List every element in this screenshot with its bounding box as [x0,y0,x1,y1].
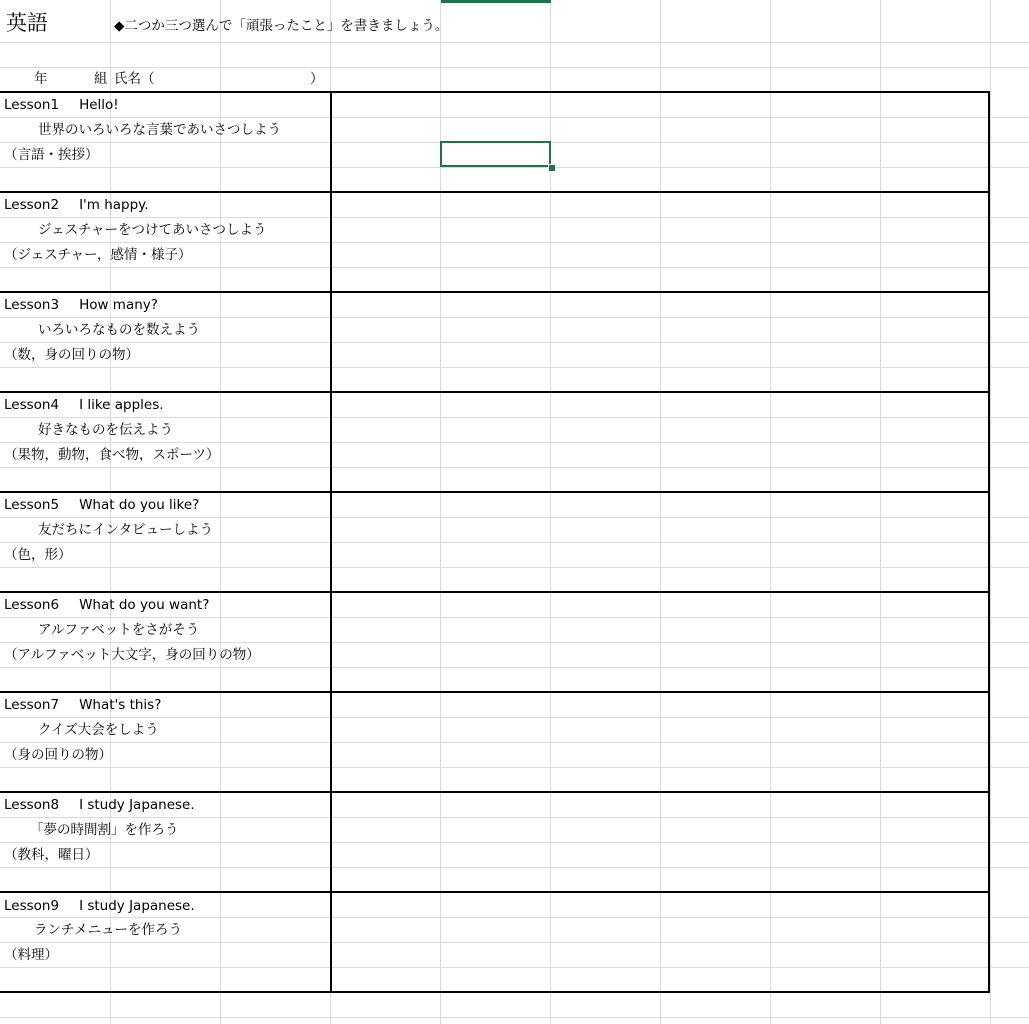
lesson-topics: （数，身の回りの物） [4,347,139,363]
instruction-text: ◆二つか三つ選んで「頑張ったこと」を書きましょう。 [114,18,449,34]
lesson-block-divider [0,591,990,593]
subject-title: 英語 [6,11,48,35]
lesson-table-column-divider [330,91,332,993]
lesson-code: Lesson8 [4,797,60,813]
lesson-title: I'm happy. [79,197,149,213]
lesson-block-divider [0,791,990,793]
lesson-code: Lesson2 [4,197,60,213]
lesson-goal: ジェスチャーをつけてあいさつしよう [38,222,267,238]
lesson-heading [4,196,149,214]
lesson-code: Lesson5 [4,497,60,513]
fill-handle[interactable] [548,164,556,172]
lesson-title: What's this? [79,697,162,713]
gridline [990,0,991,1024]
selected-cell[interactable] [440,141,551,167]
gridline [0,42,1029,43]
lesson-title: How many? [79,297,158,313]
gridline [0,1017,1029,1018]
active-column-indicator [441,0,551,3]
lesson-goal: ランチメニューを作ろう [34,922,182,938]
lesson-title: What do you like? [79,497,200,513]
lesson-block-divider [0,291,990,293]
lesson-code: Lesson4 [4,397,60,413]
lesson-topics: （身の回りの物） [4,747,112,763]
lesson-topics: （ジェスチャー，感情・様子） [4,247,192,263]
lesson-heading [4,897,195,915]
lesson-heading [4,596,209,614]
class-label: 組 [94,71,108,87]
lesson-topics: （教科，曜日） [4,847,99,863]
lesson-topics: （言語・挨拶） [4,147,99,163]
lesson-goal: アルファベットをさがそう [38,622,200,638]
lesson-heading [4,96,119,114]
lesson-block-divider [0,191,990,193]
lesson-code: Lesson7 [4,697,60,713]
lesson-topics: （アルファベット大文字，身の回りの物） [4,647,260,663]
lesson-heading [4,496,199,514]
lesson-code: Lesson3 [4,297,60,313]
lesson-code: Lesson9 [4,898,60,914]
lesson-title: I study Japanese. [79,797,195,813]
lesson-goal: クイズ大会をしよう [38,722,159,738]
lesson-block-divider [0,491,990,493]
lesson-goal: 「夢の時間割」を作ろう [30,822,179,838]
lesson-title: Hello! [79,97,119,113]
lesson-code: Lesson1 [4,97,60,113]
gridline [0,67,1029,68]
lesson-block-divider [0,391,990,393]
lesson-block-divider [0,691,990,693]
lesson-title: I study Japanese. [79,898,195,914]
lesson-goal: いろいろなものを数えよう [38,322,200,338]
lesson-heading [4,796,195,814]
lesson-goal: 友だちにインタビューしよう [38,522,213,538]
lesson-code: Lesson6 [4,597,60,613]
lesson-topics: （料理） [4,947,58,963]
lesson-heading [4,396,164,414]
name-label: 氏名（ [114,71,155,87]
year-label: 年 [34,71,48,87]
lesson-title: What do you want? [79,597,210,613]
lesson-heading [4,296,158,314]
lesson-goal: 好きなものを伝えよう [38,422,173,438]
lesson-goal: 世界のいろいろな言葉であいさつしよう [38,122,281,138]
lesson-topics: （色，形） [4,547,72,563]
lesson-block-divider [0,891,990,893]
lesson-topics: （果物，動物，食べ物，スポーツ） [4,447,220,463]
lesson-title: I like apples. [79,397,164,413]
lesson-heading [4,696,161,714]
name-close-paren: ） [310,71,324,87]
